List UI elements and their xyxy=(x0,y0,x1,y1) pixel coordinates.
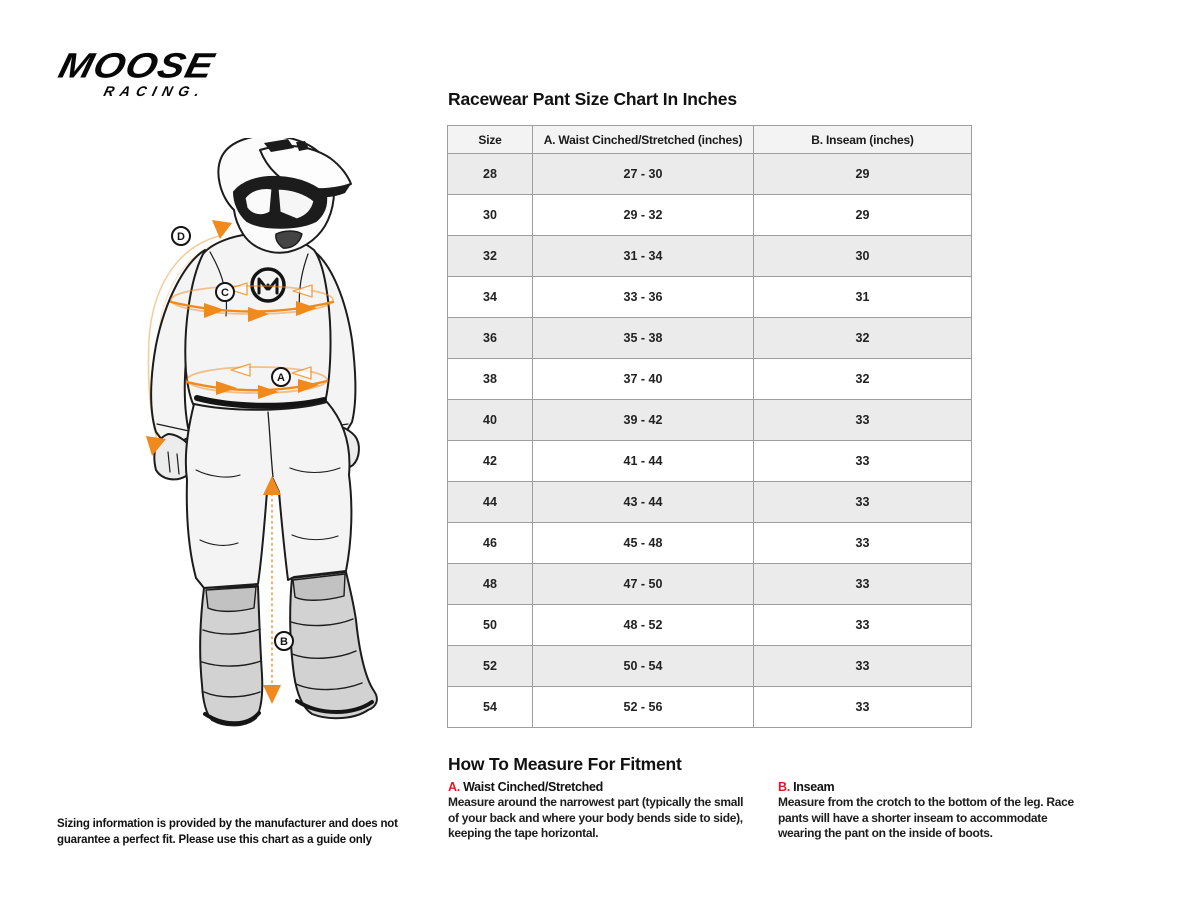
measure-waist-label xyxy=(448,780,750,794)
size-cell: 44 xyxy=(448,482,533,523)
waist-cell: 29 - 32 xyxy=(533,195,754,236)
size-cell: 50 xyxy=(448,605,533,646)
col-header-inseam: B. Inseam (inches) xyxy=(754,126,972,154)
waist-cell: 45 - 48 xyxy=(533,523,754,564)
right-boot xyxy=(290,572,377,718)
table-row xyxy=(448,359,972,400)
marker-b: B xyxy=(280,636,288,648)
waist-cell: 41 - 44 xyxy=(533,441,754,482)
size-cell: 40 xyxy=(448,400,533,441)
size-table xyxy=(447,125,972,728)
table-row xyxy=(448,277,972,318)
measure-inseam-text: Measure from the crotch to the bottom of the leg. Race pants will have a shorter inseam to accommodate wearing the pant on the inside of boots. xyxy=(778,795,1074,840)
inseam-cell: 33 xyxy=(754,687,972,728)
table-row xyxy=(448,441,972,482)
waist-cell: 37 - 40 xyxy=(533,359,754,400)
size-cell: 36 xyxy=(448,318,533,359)
inseam-cell: 33 xyxy=(754,646,972,687)
waist-cell: 43 - 44 xyxy=(533,482,754,523)
waist-cell: 31 - 34 xyxy=(533,236,754,277)
waist-cell: 50 - 54 xyxy=(533,646,754,687)
waist-cell: 52 - 56 xyxy=(533,687,754,728)
size-cell: 32 xyxy=(448,236,533,277)
measure-section-waist xyxy=(448,780,750,842)
rider-illustration xyxy=(140,138,400,740)
measure-inseam-label xyxy=(778,780,1080,794)
rider-svg xyxy=(140,138,400,740)
size-cell: 52 xyxy=(448,646,533,687)
marker-d: D xyxy=(177,231,185,243)
measure-inseam-title: Inseam xyxy=(793,780,835,794)
moose-racing-logo xyxy=(51,46,218,99)
col-header-waist: A. Waist Cinched/Stretched (inches) xyxy=(533,126,754,154)
table-header-row xyxy=(448,126,972,154)
size-cell: 28 xyxy=(448,154,533,195)
measure-section-inseam xyxy=(778,780,1080,842)
size-cell: 34 xyxy=(448,277,533,318)
measure-inseam-letter: B. xyxy=(778,780,790,794)
table-row xyxy=(448,646,972,687)
table-row xyxy=(448,605,972,646)
size-cell: 30 xyxy=(448,195,533,236)
inseam-cell: 30 xyxy=(754,236,972,277)
size-cell: 54 xyxy=(448,687,533,728)
waist-cell: 48 - 52 xyxy=(533,605,754,646)
inseam-cell: 33 xyxy=(754,400,972,441)
inseam-cell: 33 xyxy=(754,441,972,482)
waist-cell: 35 - 38 xyxy=(533,318,754,359)
table-row xyxy=(448,236,972,277)
size-cell: 42 xyxy=(448,441,533,482)
table-row xyxy=(448,482,972,523)
measure-waist-title: Waist Cinched/Stretched xyxy=(463,780,603,794)
inseam-cell: 33 xyxy=(754,523,972,564)
waist-cell: 47 - 50 xyxy=(533,564,754,605)
table-row xyxy=(448,318,972,359)
table-row xyxy=(448,523,972,564)
inseam-cell: 33 xyxy=(754,564,972,605)
inseam-cell: 33 xyxy=(754,605,972,646)
size-cell: 38 xyxy=(448,359,533,400)
marker-c: C xyxy=(221,287,229,299)
measure-waist-letter: A. xyxy=(448,780,460,794)
inseam-cell: 33 xyxy=(754,482,972,523)
inseam-cell: 29 xyxy=(754,195,972,236)
table-row xyxy=(448,195,972,236)
waist-cell: 33 - 36 xyxy=(533,277,754,318)
inseam-cell: 32 xyxy=(754,318,972,359)
logo-word-racing: RACING. xyxy=(102,83,208,99)
size-cell: 48 xyxy=(448,564,533,605)
table-row xyxy=(448,564,972,605)
waist-cell: 39 - 42 xyxy=(533,400,754,441)
size-cell: 46 xyxy=(448,523,533,564)
inseam-cell: 32 xyxy=(754,359,972,400)
table-row xyxy=(448,687,972,728)
table-row xyxy=(448,400,972,441)
waist-cell: 27 - 30 xyxy=(533,154,754,195)
logo-word-moose: MOOSE xyxy=(54,46,219,86)
table-row xyxy=(448,154,972,195)
col-header-size: Size xyxy=(448,126,533,154)
howto-title: How To Measure For Fitment xyxy=(448,754,682,774)
inseam-cell: 29 xyxy=(754,154,972,195)
size-chart-title: Racewear Pant Size Chart In Inches xyxy=(448,89,737,109)
measure-waist-text: Measure around the narrowest part (typically the small of your back and where your body bends side to side), keeping the tape horizontal. xyxy=(448,795,744,840)
disclaimer-text: Sizing information is provided by the manufacturer and does not guarantee a perfect fit. Please use this chart as a guide only xyxy=(57,818,398,847)
inseam-cell: 31 xyxy=(754,277,972,318)
left-boot xyxy=(200,586,262,725)
marker-a: A xyxy=(277,372,285,384)
